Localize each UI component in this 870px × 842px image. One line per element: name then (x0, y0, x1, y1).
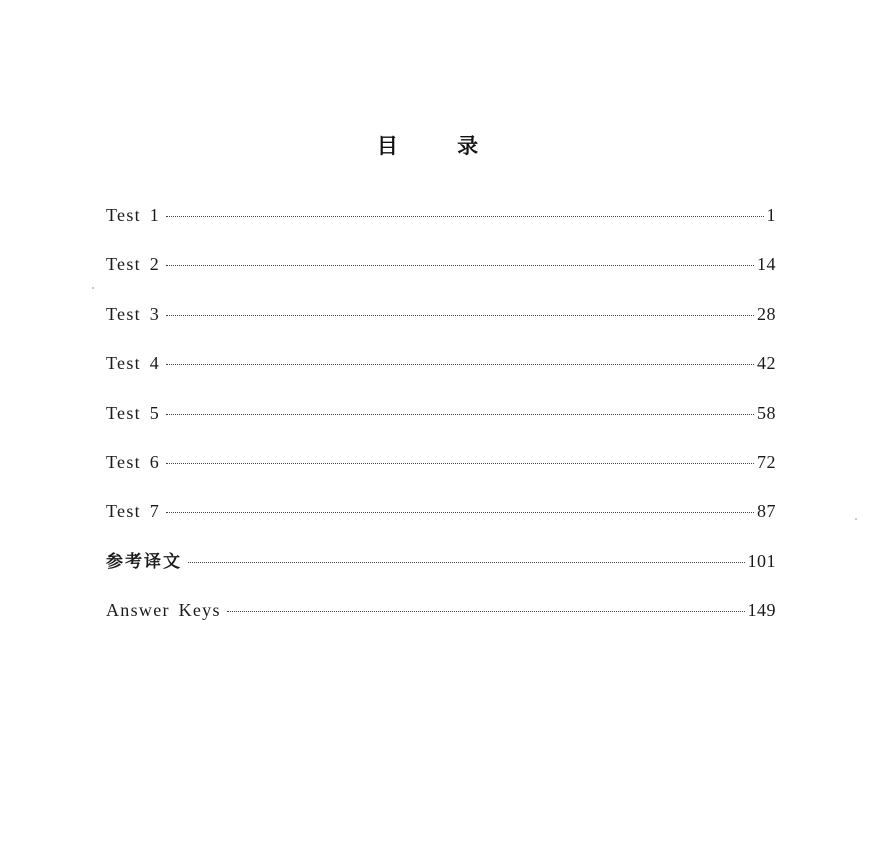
dot-leader (166, 315, 754, 316)
toc-entry-page-number: 72 (757, 451, 776, 472)
toc-entry-label: 参考译文 (106, 551, 182, 572)
toc-entry-page-number: 149 (747, 600, 776, 621)
toc-entry-page-number: 14 (757, 254, 776, 275)
toc-entry-label: Test 7 (106, 501, 161, 522)
toc-entry-label: Test 5 (106, 402, 161, 423)
dot-leader (166, 414, 754, 415)
toc-entry (106, 549, 776, 598)
page-title: 目 录 (376, 134, 505, 158)
toc-entry (106, 499, 776, 548)
toc-entry-label: Test 4 (106, 353, 161, 374)
toc-entry-page-number: 58 (757, 402, 776, 423)
toc-entry-page-number: 42 (757, 353, 776, 374)
dot-leader (166, 265, 754, 266)
dot-leader (227, 611, 745, 612)
toc-entry-label: Test 3 (106, 303, 161, 324)
toc-entry-label: Test 2 (106, 254, 161, 275)
toc-entry-page-number: 87 (757, 501, 776, 522)
dot-leader (166, 463, 754, 464)
toc-entry (106, 252, 776, 301)
toc-entry-page-number: 101 (747, 550, 776, 571)
toc-entry (106, 302, 776, 351)
scan-speck (92, 287, 94, 289)
toc-entry (106, 203, 776, 252)
toc-entry-label: Test 6 (106, 451, 161, 472)
dot-leader (166, 512, 754, 513)
toc-entry (106, 401, 776, 450)
toc-entry-label: Test 1 (106, 205, 161, 225)
toc-entry-page-number: 1 (766, 205, 776, 225)
toc-entry (106, 598, 776, 647)
table-of-contents (106, 203, 776, 648)
dot-leader (166, 364, 754, 365)
dot-leader (166, 216, 763, 217)
scan-speck (855, 518, 857, 520)
toc-entry-page-number: 28 (757, 303, 776, 324)
toc-entry (106, 450, 776, 499)
dot-leader (188, 562, 745, 563)
toc-entry (106, 351, 776, 400)
toc-entry-label: Answer Keys (106, 600, 221, 621)
